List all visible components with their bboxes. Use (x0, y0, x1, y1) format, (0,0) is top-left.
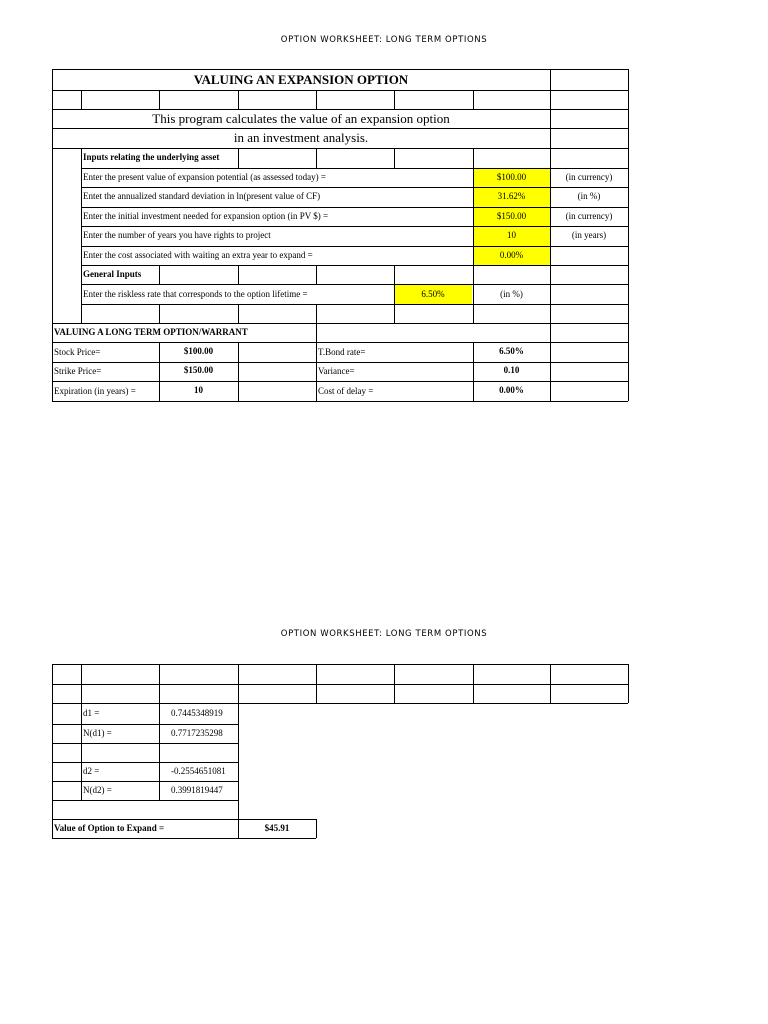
tbond-rate-value: 6.50% (499, 346, 524, 356)
input-value[interactable]: $100.00 (496, 172, 527, 182)
input-value[interactable]: 0.00% (499, 250, 524, 260)
variance-label: Variance= (318, 366, 355, 376)
input-value[interactable]: 10 (507, 230, 516, 240)
riskless-value[interactable]: 6.50% (421, 289, 445, 299)
expiration-label: Expiration (in years) = (54, 386, 136, 396)
d1-value: 0.7445348919 (171, 708, 223, 718)
nd1-value: 0.7717235298 (171, 728, 223, 738)
page-header: OPTION WORKSHEET: LONG TERM OPTIONS (280, 629, 488, 639)
d2-label: d2 = (83, 766, 100, 776)
input-label: Enter the number of years you have rights to project (83, 230, 271, 240)
nd1-label: N(d1) = (83, 728, 112, 738)
input-unit: (in years) (571, 230, 607, 240)
strike-price-value: $150.00 (183, 365, 214, 375)
d2-value: -0.2554651081 (171, 766, 226, 776)
variance-value: 0.10 (503, 365, 520, 375)
riskless-unit: (in %) (500, 289, 523, 299)
sheet-title: VALUING AN EXPANSION OPTION (193, 72, 409, 87)
cost-of-delay-value: 0.00% (499, 385, 524, 395)
option-value-label: Value of Option to Expand = (54, 823, 165, 833)
section-general-inputs: General Inputs (83, 269, 142, 279)
input-unit: (in currency) (565, 172, 613, 182)
riskless-label: Enter the riskless rate that corresponds to the option lifetime = (83, 289, 308, 299)
description-line-2: in an investment analysis. (233, 130, 369, 145)
input-unit: (in %) (577, 191, 601, 201)
stock-price-label: Stock Price= (54, 347, 101, 357)
section-valuing: VALUING A LONG TERM OPTION/WARRANT (54, 327, 248, 337)
input-value[interactable]: 31.62% (497, 191, 526, 201)
tbond-rate-label: T.Bond rate= (318, 347, 366, 357)
section-underlying-asset: Inputs relating the underlying asset (83, 152, 220, 162)
strike-price-label: Strike Price= (54, 366, 102, 376)
input-unit: (in currency) (565, 211, 613, 221)
input-label: Enter the cost associated with waiting an extra year to expand = (83, 250, 313, 260)
input-label: Enter the initial investment needed for expansion option (in PV $) = (83, 211, 329, 221)
cost-of-delay-label: Cost of delay = (318, 386, 374, 396)
input-label: Entet the annualized standard deviation in ln(present value of CF) (83, 191, 321, 201)
input-label: Enter the present value of expansion potential (as assessed today) = (83, 172, 326, 182)
stock-price-value: $100.00 (183, 346, 214, 356)
nd2-label: N(d2) = (83, 785, 112, 795)
nd2-value: 0.3991819447 (171, 785, 223, 795)
description-line-1: This program calculates the value of an expansion option (152, 111, 450, 126)
option-value: $45.91 (264, 823, 290, 833)
expiration-value: 10 (194, 385, 203, 395)
page-header: OPTION WORKSHEET: LONG TERM OPTIONS (280, 35, 488, 45)
d1-label: d1 = (83, 708, 100, 718)
input-value[interactable]: $150.00 (496, 211, 527, 221)
